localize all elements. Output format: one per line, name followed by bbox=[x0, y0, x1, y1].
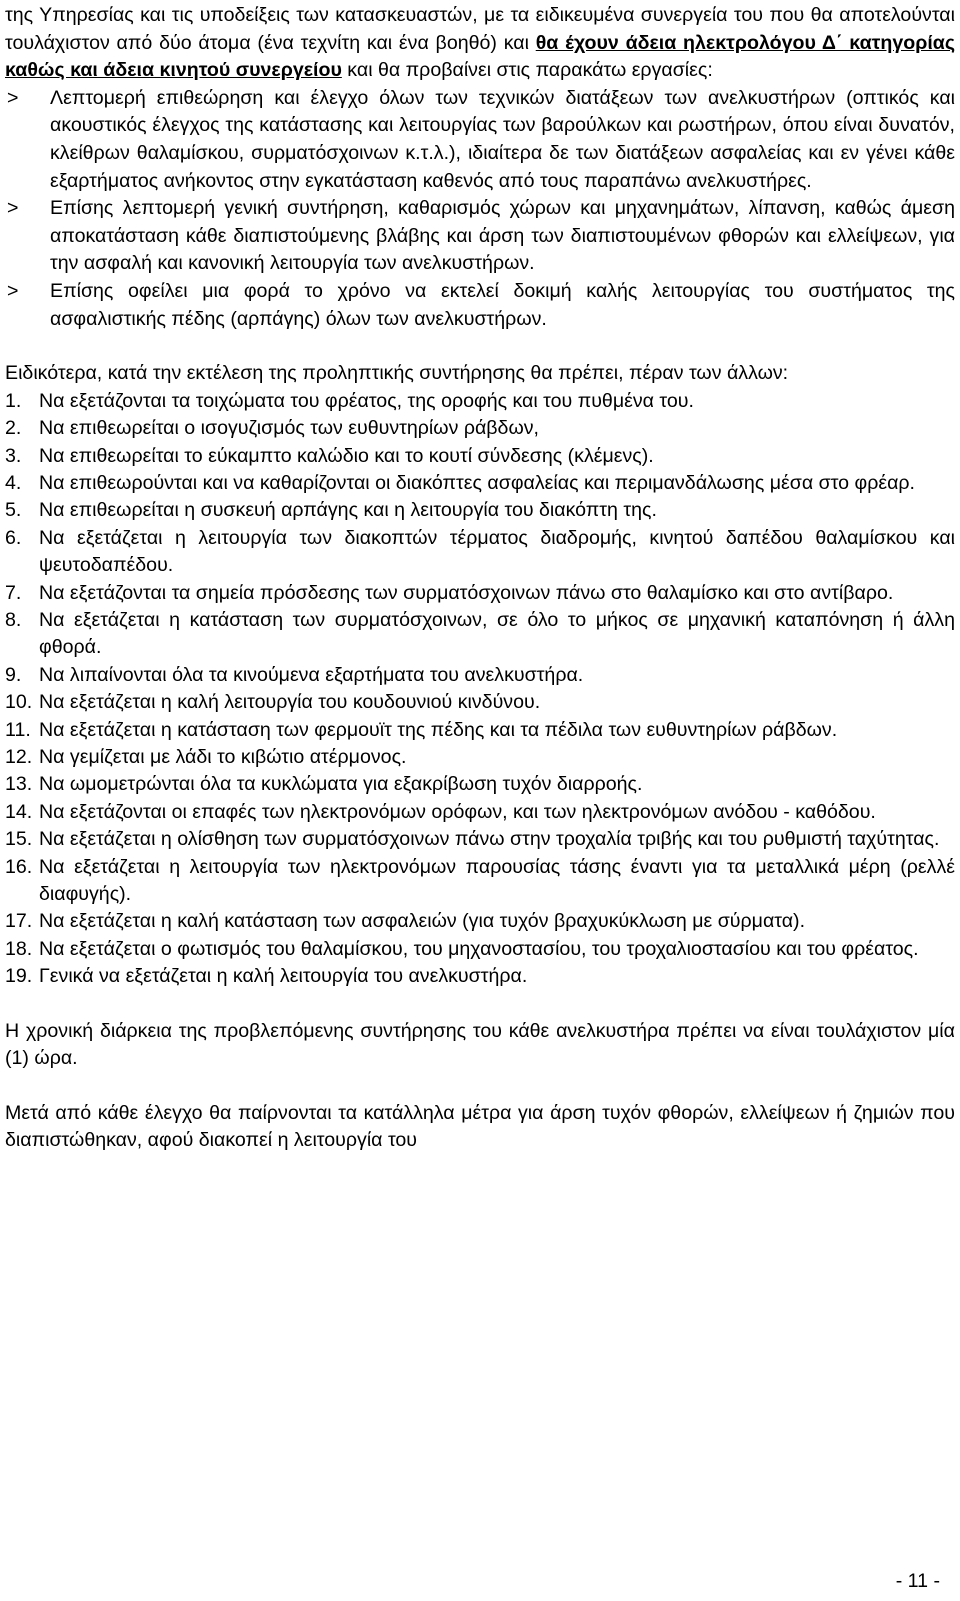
bullet-marker: > bbox=[7, 197, 19, 220]
item-text: Να εξετάζεται η ολίσθηση των συρματόσχοινων πάνω στην τροχαλία τριβής και του ρυθμιστή ταχύτητας. bbox=[39, 828, 940, 851]
item-number: 12. bbox=[5, 746, 33, 768]
bullet-item bbox=[5, 195, 955, 278]
item-text: Να εξετάζονται τα σημεία πρόσδεσης των συρματόσχοινων πάνω στο θαλαμίσκο και στο αντίβαρο. bbox=[39, 581, 894, 604]
item-number: 19. bbox=[5, 965, 33, 988]
item-number: 3. bbox=[5, 444, 22, 467]
spacer bbox=[5, 333, 955, 360]
item-number: 15. bbox=[5, 828, 33, 851]
list-item bbox=[5, 525, 955, 580]
item-text: Να εξετάζεται η λειτουργία των διακοπτών τέρματος διαδρομής, κινητού δαπέδου θαλαμίσκου και ψευτοδαπέδου. bbox=[39, 526, 955, 577]
preventive-maintenance-list bbox=[5, 388, 955, 991]
bullet-text: Επίσης λεπτομερή γενική συντήρηση, καθαρισμός χώρων και μηχανημάτων, λίπανση, καθώς άμεση αποκατάσταση κάθε διαπιστούμενης βλάβης και άρση των διαπιστουμένων φθορών και ελλείψεων, για την ασφαλή και κανονική λειτουργία των ανελκυστήρων. bbox=[50, 197, 955, 275]
list-item bbox=[5, 497, 955, 524]
intro-paragraph bbox=[5, 2, 955, 85]
item-text: Να εξετάζεται η κατάσταση των συρματόσχοινων, σε όλο το μήκος σε μηχανική καταπόνηση ή άλλη φθορά. bbox=[39, 608, 955, 659]
item-text: Να επιθεωρούνται και να καθαρίζονται οι διακόπτες ασφαλείας και περιμανδάλωσης μέσα στο φρέαρ. bbox=[39, 471, 916, 494]
item-number: 14. bbox=[5, 800, 33, 823]
after-check-paragraph: Μετά από κάθε έλεγχο θα παίρνονται τα κατάλληλα μέτρα για άρση τυχόν φθορών, ελλείψεων ή ζημιών που διαπιστώθηκαν, αφού διακοπεί η λειτουργία του bbox=[5, 1101, 955, 1152]
intro-license-requirement: θα έχουν άδεια ηλεκτρολόγου Δ΄ κατηγορίας καθώς και άδεια κινητού συνεργείου bbox=[5, 31, 956, 82]
bullet-item bbox=[5, 278, 955, 333]
item-number: 7. bbox=[5, 581, 22, 604]
bullet-item bbox=[5, 85, 955, 195]
bullet-text: Λεπτομερή επιθεώρηση και έλεγχο όλων των τεχνικών διατάξεων των ανελκυστήρων (οπτικός και ακουστικός έλεγχος της κατάστασης και λειτουργίας των βαρούλκων και ρωστήρων, όπου είναι δυνατόν, κλείθρων θαλαμίσκου, συρματόσχοινων κ.τ.λ.), ιδιαίτερα δε των διατάξεων ασφαλείας και εν γένει κάθε εξαρτήματος ανήκοντος στην εγκατάσταση καθενός από τους παραπάνω ανελκυστήρες. bbox=[50, 86, 955, 192]
bullet-marker: > bbox=[7, 279, 19, 302]
item-text: Να εξετάζεται η λειτουργία των ηλεκτρονόμων παρουσίας τάσης έναντι για τα μεταλλικά μέρη (ρελλέ διαφυγής). bbox=[39, 855, 955, 906]
bullet-marker: > bbox=[7, 86, 19, 109]
item-number: 6. bbox=[5, 526, 22, 549]
item-number: 16. bbox=[5, 855, 33, 878]
list-item bbox=[5, 854, 955, 909]
list-item bbox=[5, 662, 955, 689]
list-item bbox=[5, 963, 955, 990]
item-number: 9. bbox=[5, 663, 22, 686]
list-item bbox=[5, 826, 955, 853]
item-text: Να γεμίζεται με λάδι το κιβώτιο ατέρμονος. bbox=[39, 746, 407, 768]
list-item bbox=[5, 415, 955, 442]
task-bullet-list bbox=[5, 85, 955, 333]
item-number: 1. bbox=[5, 389, 22, 412]
list-item bbox=[5, 771, 955, 798]
list-item bbox=[5, 689, 955, 716]
list-item bbox=[5, 717, 955, 744]
list-item bbox=[5, 580, 955, 607]
item-number: 10. bbox=[5, 691, 33, 714]
list-item bbox=[5, 744, 955, 771]
bullet-text: Επίσης οφείλει μια φορά το χρόνο να εκτελεί δοκιμή καλής λειτουργίας του συστήματος της ασφαλιστικής πέδης (αρπάγης) όλων των ανελκυστήρων. bbox=[50, 279, 955, 330]
spacer bbox=[5, 1073, 955, 1100]
list-item bbox=[5, 607, 955, 662]
item-number: 8. bbox=[5, 608, 22, 631]
item-text: Να εξετάζεται ο φωτισμός του θαλαμίσκου, του μηχανοστασίου, του τροχαλιοστασίου και του φρέατος. bbox=[39, 937, 919, 960]
item-number: 17. bbox=[5, 910, 33, 933]
intro-text-end: και θα προβαίνει στις παρακάτω εργασίες: bbox=[341, 59, 713, 82]
list-item bbox=[5, 443, 955, 470]
item-number: 5. bbox=[5, 499, 22, 522]
item-number: 4. bbox=[5, 471, 22, 494]
list-item bbox=[5, 799, 955, 826]
list-item bbox=[5, 908, 955, 935]
item-text: Να λιπαίνονται όλα τα κινούμενα εξαρτήματα του ανελκυστήρα. bbox=[39, 663, 584, 686]
item-number: 13. bbox=[5, 773, 33, 796]
page-number: - 11 - bbox=[895, 1570, 940, 1592]
item-text: Γενικά να εξετάζεται η καλή λειτουργία του ανελκυστήρα. bbox=[39, 965, 528, 988]
item-text: Να εξετάζονται τα τοιχώματα του φρέατος, της οροφής και του πυθμένα του. bbox=[39, 389, 694, 412]
list-item bbox=[5, 936, 955, 963]
list-item bbox=[5, 470, 955, 497]
item-text: Να εξετάζεται η καλή λειτουργία του κουδουνιού κινδύνου. bbox=[39, 691, 541, 714]
document-page bbox=[5, 0, 955, 1155]
item-text: Να εξετάζονται οι επαφές των ηλεκτρονόμων ορόφων, και των ηλεκτρονόμων ανόδου - καθόδου. bbox=[39, 800, 876, 823]
item-text: Να επιθεωρείται το εύκαμπτο καλώδιο και το κουτί σύνδεσης (κλέμενς). bbox=[39, 444, 654, 467]
item-number: 18. bbox=[5, 937, 33, 960]
preventive-maintenance-intro: Ειδικότερα, κατά την εκτέλεση της προληπτικής συντήρησης θα πρέπει, πέραν των άλλων: bbox=[5, 362, 789, 385]
item-text: Να επιθεωρείται η συσκευή αρπάγης και η λειτουργία του διακόπτη της. bbox=[39, 499, 657, 522]
spacer bbox=[5, 991, 955, 1018]
item-text: Να ωμομετρώνται όλα τα κυκλώματα για εξακρίβωση τυχόν διαρροής. bbox=[39, 773, 643, 796]
item-number: 2. bbox=[5, 417, 22, 440]
item-text: Να εξετάζεται η κατάσταση των φερμουϊτ της πέδης και τα πέδιλα των ευθυντηρίων ράβδων. bbox=[39, 718, 838, 741]
item-text: Να επιθεωρείται ο ισογυζισμός των ευθυντηρίων ράβδων, bbox=[39, 417, 540, 440]
intro-text-start: της Υπηρεσίας και τις υποδείξεις των κατασκευαστών, με τα ειδικευμένα συνεργεία του που θα αποτελούνται τουλάχιστον από δύο άτομα (ένα τεχνίτη και ένα βοηθό) και bbox=[5, 4, 955, 54]
item-number: 11. bbox=[5, 718, 31, 741]
duration-paragraph: Η χρονική διάρκεια της προβλεπόμενης συντήρησης του κάθε ανελκυστήρα πρέπει να είναι τουλάχιστον μία (1) ώρα. bbox=[5, 1019, 955, 1070]
list-item bbox=[5, 388, 955, 415]
item-text: Να εξετάζεται η καλή κατάσταση των ασφαλειών (για τυχόν βραχυκύκλωση με σύρματα). bbox=[39, 910, 806, 933]
